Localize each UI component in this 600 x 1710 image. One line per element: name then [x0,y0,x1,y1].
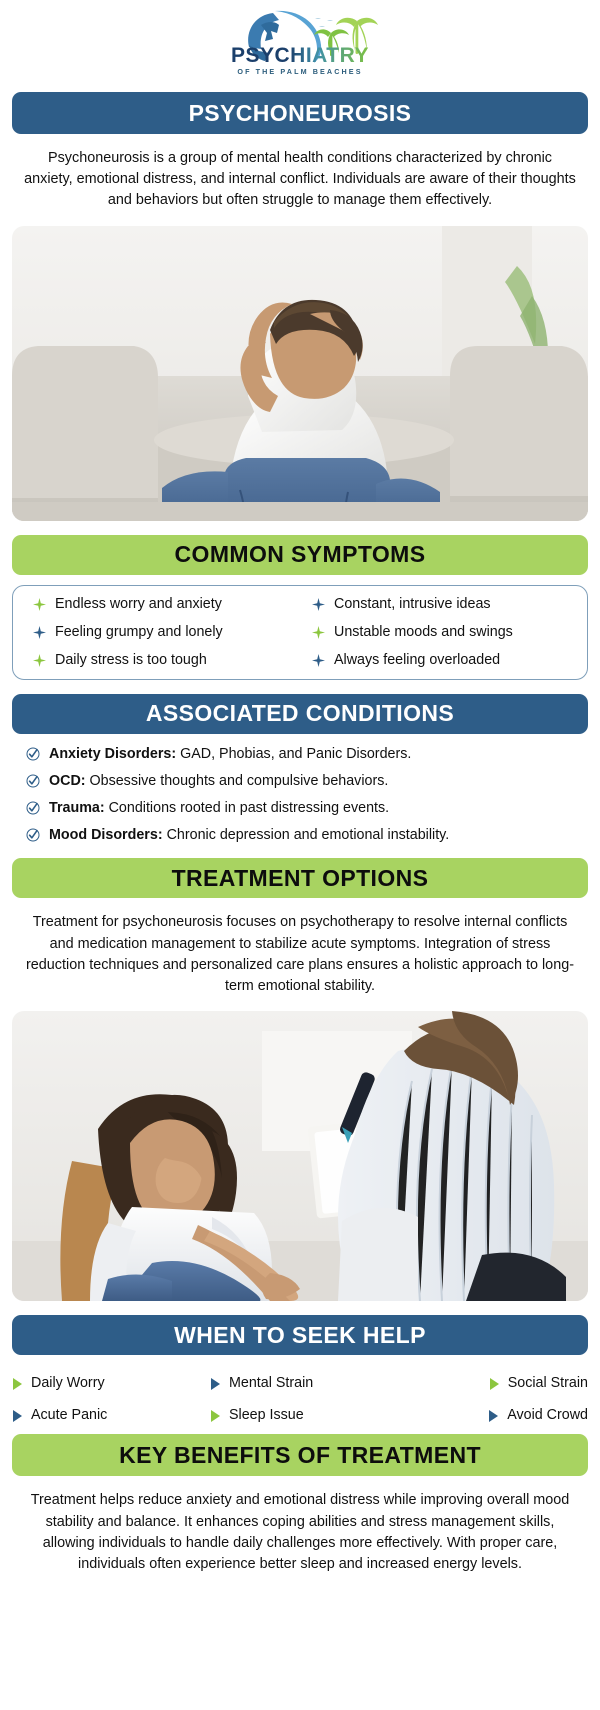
triangle-blue-icon [210,1378,221,1390]
seek-help-banner-label: WHEN TO SEEK HELP [174,1321,426,1348]
condition-term: OCD: [49,772,86,789]
check-circle-icon [26,774,40,788]
condition-item [26,800,582,818]
benefits-banner [12,1434,588,1476]
conditions-list [12,744,588,844]
symptom-item [21,596,300,613]
benefits-paragraph: Treatment helps reduce anxiety and emotional distress while improving overall mood stability and balance. It enhances coping abilities and stress management skills, allowing individuals to handle daily challenges more effectively. With proper care, individuals often experience better sleep and increased energy levels. [30,1492,570,1572]
condition-desc: Obsessive thoughts and compulsive behaviors. [89,772,389,789]
seek-help-item [12,1407,204,1424]
condition-desc: Conditions rooted in past distressing events. [108,799,390,816]
symptom-label: Feeling grumpy and lonely [55,623,223,640]
symptom-item [300,596,579,613]
page-title: PSYCHONEUROSIS [188,99,412,126]
seek-help-item [396,1407,588,1424]
symptom-label: Endless worry and anxiety [55,595,222,612]
seek-help-label: Avoid Crowd [507,1407,588,1424]
symptoms-banner-label: COMMON SYMPTOMS [174,541,426,568]
sparkle-green-icon [33,598,46,611]
seek-help-item [204,1375,396,1392]
seek-help-label: Acute Panic [31,1407,108,1424]
treatment-banner [12,858,588,898]
triangle-green-icon [489,1378,500,1390]
intro-paragraph: Psychoneurosis is a group of mental health conditions characterized by chronic anxiety, emotional distress, and internal conflict. Individuals are aware of their thoughts and behaviors but often struggle to manage them effectively. [24,150,576,209]
hero-photo [12,226,588,521]
benefits-banner-label: KEY BENEFITS OF TREATMENT [119,1441,481,1468]
symptom-item [21,624,300,641]
symptoms-banner [12,535,588,575]
symptom-label: Unstable moods and swings [334,623,513,640]
seek-help-label: Social Strain [507,1375,588,1392]
condition-item [26,773,582,791]
check-circle-icon [26,828,40,842]
treatment-paragraph: Treatment for psychoneurosis focuses on psychotherapy to resolve internal conflicts and medication management to stabilize acute symptoms. Integration of stress reduction techniques and personalized care plans ensures a holistic approach to long-term emotional stability. [26,914,574,994]
condition-text [49,773,388,791]
symptoms-box [12,585,588,680]
condition-item [26,746,582,764]
check-circle-icon [26,801,40,815]
seek-help-label: Daily Worry [31,1375,105,1392]
symptom-label: Constant, intrusive ideas [334,595,491,612]
seek-help-banner [12,1315,588,1355]
brand-logo [12,0,588,92]
seek-help-label: Sleep Issue [229,1407,304,1424]
therapy-photo [12,1011,588,1301]
triangle-blue-icon [488,1410,499,1422]
symptom-item [300,624,579,641]
page-title-banner [12,92,588,134]
condition-text [49,800,389,818]
check-circle-icon [26,747,40,761]
symptom-item [21,652,300,669]
triangle-green-icon [210,1410,221,1422]
sparkle-blue-icon [33,626,46,639]
sparkle-green-icon [312,626,325,639]
seek-help-grid [12,1365,588,1434]
logo-wordmark: PSYCHIATRY [230,43,369,67]
symptom-label: Daily stress is too tough [55,651,207,668]
sparkle-green-icon [33,654,46,667]
logo-tagline: OF THE PALM BEACHES [237,66,363,76]
seek-help-item [396,1375,588,1392]
condition-text [49,746,411,764]
condition-term: Trauma: [49,799,105,816]
condition-text [49,827,449,845]
sparkle-blue-icon [312,654,325,667]
seek-help-item [204,1407,396,1424]
condition-term: Anxiety Disorders: [49,745,177,762]
treatment-banner-label: TREATMENT OPTIONS [171,864,429,891]
symptom-item [300,652,579,669]
condition-desc: GAD, Phobias, and Panic Disorders. [180,745,412,762]
conditions-banner [12,694,588,734]
sparkle-blue-icon [312,598,325,611]
conditions-banner-label: ASSOCIATED CONDITIONS [145,700,455,727]
condition-term: Mood Disorders: [49,826,163,843]
seek-help-label: Mental Strain [229,1375,314,1392]
symptom-label: Always feeling overloaded [334,651,501,668]
triangle-blue-icon [12,1410,23,1422]
seek-help-item [12,1375,204,1392]
triangle-green-icon [12,1378,23,1390]
condition-desc: Chronic depression and emotional instability. [166,826,450,843]
condition-item [26,827,582,845]
